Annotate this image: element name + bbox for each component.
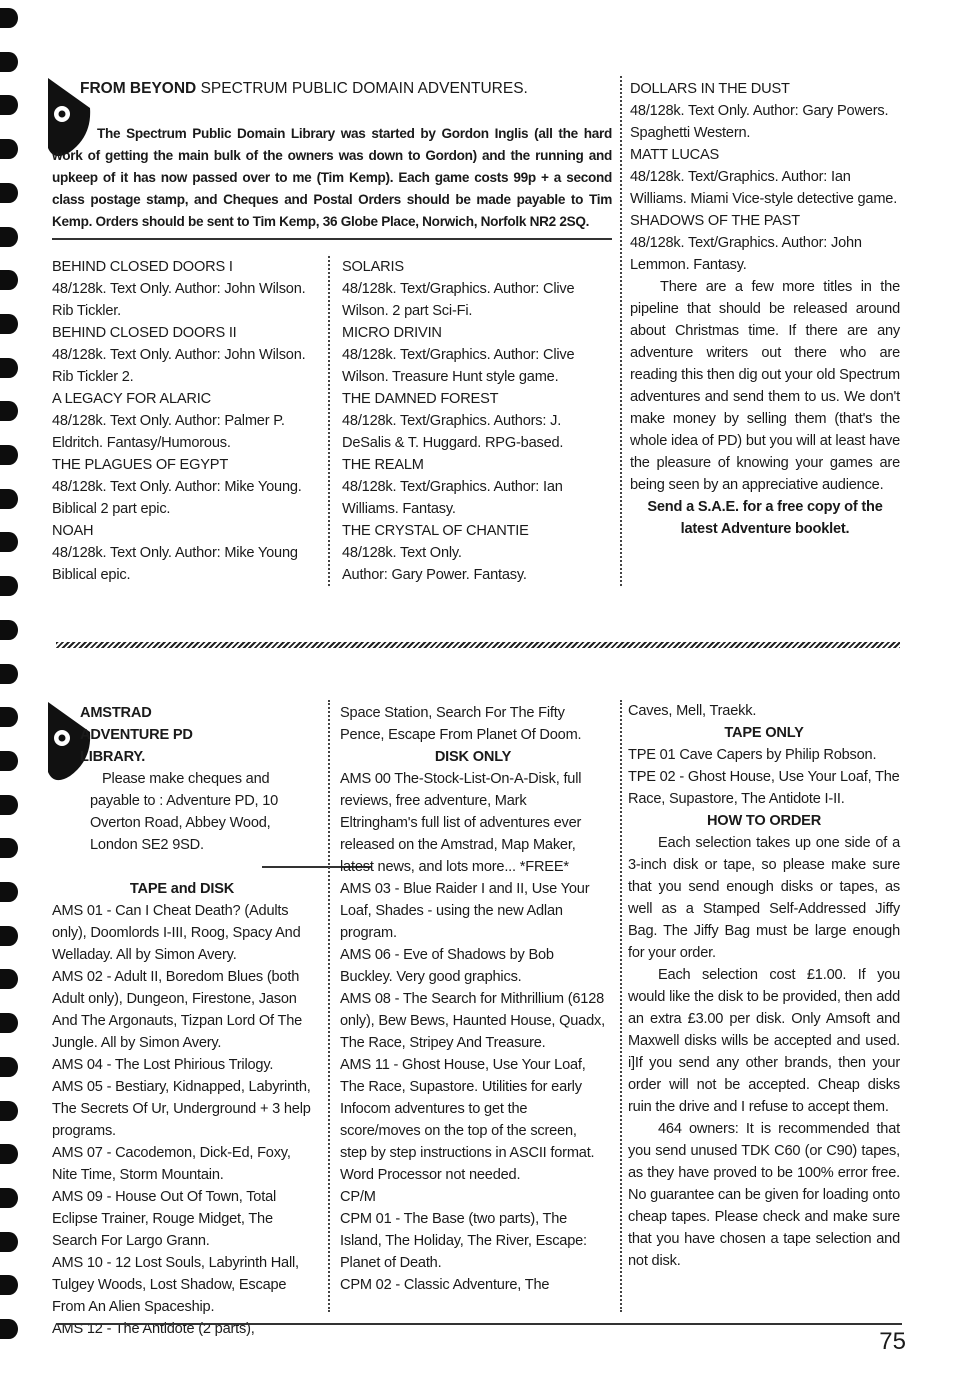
amstrad-col2-intro: Space Station, Search For The Fifty Pence, Escape From Planet Of Doom.	[340, 705, 582, 743]
spectrum-list-col1	[52, 256, 310, 586]
game-title: THE DAMNED FOREST	[342, 391, 499, 407]
list-item: AMS 00 The-Stock-List-On-A-Disk, full reviews, free adventure, Mark Eltringham's full list of adventures ever released on the Amstrad, Map Maker, latest news, and lots more... *FREE*	[340, 771, 582, 875]
game-description: 48/128k. Text Only. Author: Palmer P. Eldritch. Fantasy/Humorous.	[52, 413, 285, 451]
game-title: A LEGACY FOR ALARIC	[52, 391, 211, 407]
game-title: THE CRYSTAL OF CHANTIE	[342, 523, 529, 539]
game-title: NOAH	[52, 523, 94, 539]
game-title: THE PLAGUES OF EGYPT	[52, 457, 229, 473]
game-description: 48/128k. Text/Graphics. Author: Ian Williams. Miami Vice-style detective game.	[630, 169, 898, 207]
game-title: MICRO DRIVIN	[342, 325, 442, 341]
list-item: AMS 08 - The Search for Mithrillium (6128 only), Bew Bews, Haunted House, Quadx, The Race, Stripey And Treasure.	[340, 991, 605, 1051]
spectrum-sae-offer: Send a S.A.E. for a free copy of the latest Adventure booklet.	[647, 499, 883, 537]
game-title: SOLARIS	[342, 259, 404, 275]
amstrad-address: Please make cheques and payable to : Adventure PD, 10 Overton Road, Abbey Wood, London SE2 9SD.	[90, 771, 279, 853]
binding-hole	[0, 1013, 18, 1033]
list-item: AMS 01 - Can I Cheat Death? (Adults only), Doomlords I-III, Roog, Spacy And Welladay. All by Simon Avery.	[52, 903, 301, 963]
binding-hole	[0, 620, 18, 640]
binding-hole	[0, 8, 18, 28]
game-description: 48/128k. Text/Graphics. Author: Ian Williams. Fantasy.	[342, 479, 563, 517]
game-description: 48/128k. Text Only. Author: John Wilson. Rib Tickler.	[52, 281, 306, 319]
amstrad-title: AMSTRAD ADVENTURE PD LIBRARY.	[80, 705, 193, 765]
binding-hole	[0, 1232, 18, 1252]
list-item: AMS 10 - 12 Lost Souls, Labyrinth Hall, Tulgey Woods, Lost Shadow, Escape From An Alien Spaceship.	[52, 1255, 299, 1315]
list-item: AMS 03 - Blue Raider I and II, Use Your Loaf, Shades - using the new Adlan program.	[340, 881, 590, 941]
binding-hole	[0, 576, 18, 596]
cpm-heading: CP/M	[340, 1189, 376, 1205]
game-description: 48/128k. Text/Graphics. Author: Clive Wilson. 2 part Sci-Fi.	[342, 281, 575, 319]
game-title: SHADOWS OF THE PAST	[630, 213, 800, 229]
binding-hole	[0, 1319, 18, 1339]
section-divider-band	[56, 642, 900, 648]
binding-hole	[0, 358, 18, 378]
spectrum-title-bold: FROM BEYOND	[80, 80, 197, 97]
list-item: AMS 12 - The Antidote (2 parts),	[52, 1321, 255, 1337]
game-title: DOLLARS IN THE DUST	[630, 81, 790, 97]
page-number: 75	[879, 1328, 906, 1355]
list-item: CPM 01 - The Base (two parts), The Island, The Holiday, The River, Escape: Planet of Death.	[340, 1211, 587, 1271]
binding-hole	[0, 882, 18, 902]
binding-hole	[0, 751, 18, 771]
column-divider	[328, 700, 330, 1312]
binding-hole	[0, 1101, 18, 1121]
binding-hole	[0, 1144, 18, 1164]
binding-hole	[0, 489, 18, 509]
column-divider	[328, 256, 330, 586]
how-to-order-heading: HOW TO ORDER	[706, 813, 822, 829]
game-description: 48/128k. Text Only. Author: Mike Young. Biblical 2 part epic.	[52, 479, 302, 517]
game-title: THE REALM	[342, 457, 424, 473]
game-title: BEHIND CLOSED DOORS II	[52, 325, 237, 341]
list-item: AMS 05 - Bestiary, Kidnapped, Labyrinth, The Secrets Of Ur, Underground + 3 help programs.	[52, 1079, 311, 1139]
spectrum-title-rest: SPECTRUM PUBLIC DOMAIN ADVENTURES.	[200, 80, 528, 97]
binding-hole	[0, 95, 18, 115]
disk-only-heading: DISK ONLY	[434, 749, 512, 765]
binding-hole	[0, 1057, 18, 1077]
spectrum-list-col2	[342, 256, 606, 586]
binding-hole	[0, 1275, 18, 1295]
list-item: TPE 01 Cave Capers by Philip Robson.	[628, 747, 877, 763]
amstrad-col2	[340, 702, 606, 1296]
tape-and-disk-heading: TAPE and DISK	[129, 881, 235, 897]
column-divider	[620, 700, 622, 1312]
intro-divider	[52, 238, 612, 240]
binding-hole	[0, 532, 18, 552]
amstrad-col3-intro: Caves, Mell, Traekk.	[628, 703, 757, 719]
binding-hole	[0, 795, 18, 815]
list-item: TPE 02 - Ghost House, Use Your Loaf, The Race, Supastore, The Antidote I-II.	[628, 769, 900, 807]
game-description: 48/128k. Text/Graphics. Author: Clive Wilson. Treasure Hunt style game.	[342, 347, 575, 385]
binding-hole	[0, 401, 18, 421]
spectrum-intro: The Spectrum Public Domain Library was started by Gordon Inglis (all the hard work of getting the main bulk of the owners was down to Gordon) and the running and upkeep of it has now passed over to me (Tim Kemp). Each game costs 99p + a second class postage stamp, and Cheques and Postal Orders should be made payable to Tim Kemp. Orders should be sent to Tim Kemp, 36 Globe Place, Norwich, Norfolk NR2 2SQ.	[52, 126, 612, 229]
game-description: 48/128k. Text Only. Author: Gary Powers. Spaghetti Western.	[630, 103, 889, 141]
game-description: 48/128k. Text Only. Author: John Wilson. Rib Tickler 2.	[52, 347, 306, 385]
order-paragraph: Each selection cost £1.00. If you would like the disk to be provided, then add an extra £3.00 per disk. Only Amsoft and Maxwell disks wills be accepted and used. i]If you send any other brands, then your order will not be accepted. Cheap disks ruin the drive and I refuse to accept them.	[628, 967, 900, 1115]
game-description: 48/128k. Text/Graphics. Authors: J. DeSalis & T. Huggard. RPG-based.	[342, 413, 564, 451]
game-title: BEHIND CLOSED DOORS I	[52, 259, 233, 275]
spectrum-list-col3	[630, 78, 900, 540]
list-item: AMS 07 - Cacodemon, Dick-Ed, Foxy, Nite Time, Storm Mountain.	[52, 1145, 291, 1183]
footer-rule	[56, 1323, 902, 1325]
binding-hole	[0, 838, 18, 858]
order-paragraph: 464 owners: It is recommended that you send unused TDK C60 (or C90) tapes, as they have proved to be 100% error free. No guarantee can be given for loading onto cheap tapes. Please check and make sure that you have chosen a tape selection and not disk.	[628, 1121, 900, 1269]
list-item: AMS 09 - House Out Of Town, Total Eclipse Trainer, Rouge Midget, The Search For Largo Grann.	[52, 1189, 277, 1249]
binding-hole	[0, 139, 18, 159]
order-paragraph: Each selection takes up one side of a 3-inch disk or tape, so please make sure that you send enough disks or tapes, as well as a Stamped Self-Addressed Jiffy Bag. The Jiffy Bag must be large enough for your order.	[628, 835, 900, 961]
list-item: AMS 04 - The Lost Phirious Trilogy.	[52, 1057, 274, 1073]
binding-hole	[0, 969, 18, 989]
game-title: MATT LUCAS	[630, 147, 720, 163]
binding-hole	[0, 445, 18, 465]
amstrad-col1	[52, 702, 312, 1340]
list-item: AMS 06 - Eve of Shadows by Bob Buckley. Very good graphics.	[340, 947, 554, 985]
list-item: AMS 11 - Ghost House, Use Your Loaf, The Race, Supastore. Utilities for early Infocom adventures to get the score/moves on the top of the screen, step by step instructions in ASCII format. Word Processor not needed.	[340, 1057, 595, 1183]
list-item: AMS 02 - Adult II, Boredom Blues (both Adult only), Dungeon, Firestone, Jason And The Argonauts, Tizpan Lord Of The Jungle. All by Simon Avery.	[52, 969, 303, 1051]
binding-hole	[0, 52, 18, 72]
tape-only-heading: TAPE ONLY	[724, 725, 804, 741]
binding-hole	[0, 707, 18, 727]
game-description: Author: Gary Power. Fantasy.	[342, 567, 527, 583]
game-description: 48/128k. Text Only.	[342, 545, 462, 561]
binding-hole	[0, 183, 18, 203]
binding-hole	[0, 664, 18, 684]
binding-hole	[0, 227, 18, 247]
column-divider	[620, 76, 622, 586]
spectrum-title	[80, 78, 528, 100]
list-item: CPM 02 - Classic Adventure, The	[340, 1277, 550, 1293]
binding-hole	[0, 926, 18, 946]
binding-hole	[0, 1188, 18, 1208]
amstrad-col3	[628, 700, 900, 1272]
spiral-binding	[0, 0, 26, 1375]
game-description: 48/128k. Text/Graphics. Author: John Lemmon. Fantasy.	[630, 235, 862, 273]
binding-hole	[0, 314, 18, 334]
binding-hole	[0, 270, 18, 290]
spectrum-pipeline-paragraph: There are a few more titles in the pipeline that should be released around about Christmas time. If there are any adventure writers out there who are reading this then dig out your old Spectrum adventures and send them to us. We don't make money by selling them (that's the whole idea of PD) but you will at least have the pleasure of knowing your games are being seen by an appreciative audience.	[630, 279, 900, 493]
game-description: 48/128k. Text Only. Author: Mike Young Biblical epic.	[52, 545, 298, 583]
